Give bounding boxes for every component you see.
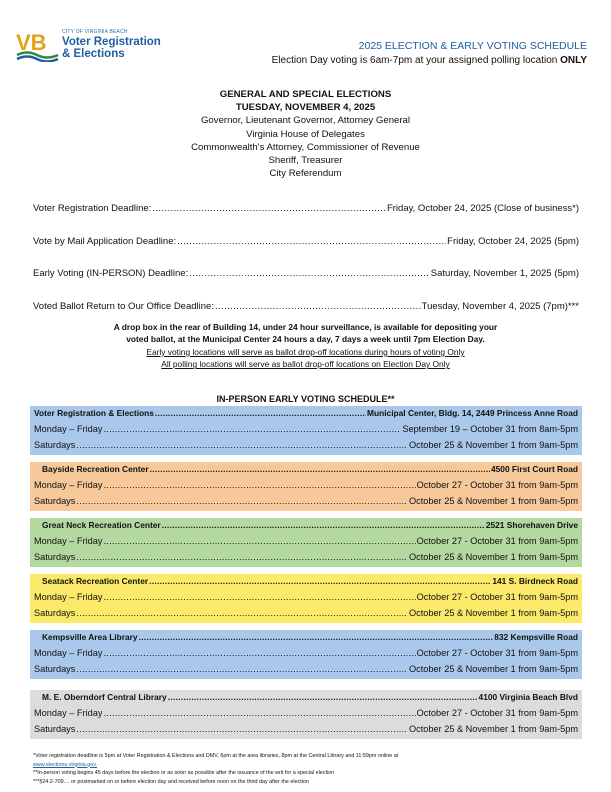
deadline-label: Voted Ballot Return to Our Office Deadline:: [33, 300, 214, 312]
election-info: [0, 88, 611, 180]
weekday-label: Monday – Friday: [34, 648, 103, 658]
location-block: [30, 574, 582, 623]
saturday-label: Saturdays: [34, 608, 76, 618]
location-address: 141 S. Birdneck Road: [492, 576, 578, 586]
saturday-row: [34, 606, 578, 621]
saturday-label: Saturdays: [34, 440, 76, 450]
deadline-label: Vote by Mail Application Deadline:: [33, 235, 177, 247]
saturday-hours: October 25 & November 1 from 9am-5pm: [408, 440, 578, 450]
saturday-hours: October 25 & November 1 from 9am-5pm: [408, 664, 578, 674]
deadline-label: Early Voting (IN-PERSON) Deadline:: [33, 268, 189, 279]
saturday-label: Saturdays: [34, 552, 76, 562]
dropbox-line: voted ballot, at the Municipal Center 24 hours a day, 7 days a week until 7pm Election Day.: [126, 334, 485, 345]
saturday-label: Saturdays: [34, 724, 76, 734]
deadline-row: [33, 203, 579, 215]
saturday-label: Saturdays: [34, 496, 76, 506]
logo-org-line2: & Elections: [62, 48, 125, 60]
dropbox-notice: [0, 321, 611, 371]
weekday-row: [34, 706, 578, 721]
deadline-row: [33, 268, 579, 280]
location-header: [42, 518, 578, 533]
dropbox-line: A drop box in the rear of Building 14, under 24 hour surveillance, is available for depositing your: [113, 322, 498, 332]
deadline-list: [33, 203, 579, 333]
location-name: Bayside Recreation Center: [42, 464, 149, 474]
location-block: [30, 406, 582, 455]
footnotes: [33, 752, 589, 786]
deadline-row: [33, 236, 579, 248]
elections-link[interactable]: www.elections.virginia.gov.: [33, 761, 98, 768]
footnote: ***§24.2-709.... or postmarked on or before election day and received before noon on the third day after the election: [33, 778, 309, 785]
saturday-hours: October 25 & November 1 from 9am-5pm: [408, 724, 578, 734]
weekday-label: Monday – Friday: [34, 424, 103, 434]
weekday-label: Monday – Friday: [34, 592, 103, 602]
location-address: 4100 Virginia Beach Blvd: [478, 692, 578, 702]
weekday-hours: September 19 – October 31 from 8am-5pm: [402, 424, 578, 434]
weekday-hours: October 27 - October 31 from 9am-5pm: [416, 536, 578, 546]
deadline-value: Friday, October 24, 2025 (Close of business*): [386, 203, 579, 214]
location-header: [42, 690, 578, 705]
location-address: 2521 Shorehaven Drive: [485, 520, 578, 530]
location-header: [42, 574, 578, 589]
weekday-hours: October 27 - October 31 from 9am-5pm: [416, 592, 578, 602]
subtitle-emphasis: ONLY: [560, 55, 587, 66]
subtitle-text: Election Day voting is 6am-7pm at your assigned polling location: [271, 55, 558, 66]
weekday-label: Monday – Friday: [34, 708, 103, 718]
deadline-value: Tuesday, November 4, 2025 (7pm)***: [421, 300, 579, 312]
deadline-row: [33, 301, 579, 313]
location-address: 4500 First Court Road: [490, 464, 578, 474]
document-title: 2025 ELECTION & EARLY VOTING SCHEDULE: [358, 40, 587, 52]
saturday-row: [34, 722, 578, 737]
location-name: Great Neck Recreation Center: [42, 520, 161, 530]
weekday-row: [34, 590, 578, 605]
saturday-row: [34, 494, 578, 509]
office-line: City Referendum: [269, 168, 342, 180]
weekday-row: [34, 422, 578, 437]
saturday-row: [34, 438, 578, 453]
weekday-row: [34, 534, 578, 549]
weekday-label: Monday – Friday: [34, 480, 103, 490]
logo-city: CITY OF VIRGINIA BEACH: [62, 29, 128, 35]
saturday-label: Saturdays: [34, 664, 76, 674]
weekday-label: Monday – Friday: [34, 536, 103, 546]
saturday-row: [34, 662, 578, 677]
location-header: [42, 462, 578, 477]
office-line: Commonwealth's Attorney, Commissioner of Revenue: [191, 141, 420, 153]
logo-org-line1: Voter Registration: [62, 36, 161, 48]
weekday-row: [34, 646, 578, 661]
saturday-hours: October 25 & November 1 from 9am-5pm: [408, 552, 578, 562]
weekday-hours: October 27 - October 31 from 9am-5pm: [416, 708, 578, 718]
deadline-label: Voter Registration Deadline:: [33, 203, 152, 214]
saturday-row: [34, 550, 578, 565]
office-line: Sheriff, Treasurer: [268, 155, 343, 167]
vb-logo-icon: [16, 28, 60, 62]
dropbox-line: Early voting locations will serve as ballot drop-off locations during hours of voting Only: [146, 346, 465, 357]
office-line: Virginia House of Delegates: [246, 128, 365, 140]
weekday-hours: October 27 - October 31 from 9am-5pm: [416, 648, 578, 658]
location-name: Kempsville Area Library: [42, 632, 138, 642]
office-line: Governor, Lieutenant Governor, Attorney General: [200, 115, 411, 127]
org-logo: [16, 28, 206, 62]
location-block: [30, 690, 582, 739]
footnote: *Voter registration deadline is 5pm at Voter Registration & Elections and DMV, 6pm at the area libraries, 8pm at the Central Library and 11:59pm online at: [33, 753, 399, 759]
location-block: [30, 630, 582, 679]
document-subtitle: [272, 55, 587, 66]
saturday-hours: October 25 & November 1 from 9am-5pm: [408, 608, 578, 618]
location-header: [34, 406, 578, 421]
location-block: [30, 462, 582, 511]
location-address: 832 Kempsville Road: [494, 632, 578, 642]
location-block: [30, 518, 582, 567]
location-address: Municipal Center, Bldg. 14, 2449 Princess Anne Road: [367, 408, 578, 418]
early-voting-title: IN-PERSON EARLY VOTING SCHEDULE**: [216, 394, 395, 404]
location-name: Voter Registration & Elections: [34, 408, 154, 418]
weekday-hours: October 27 - October 31 from 9am-5pm: [416, 480, 578, 490]
location-header: [42, 630, 578, 645]
deadline-value: Friday, October 24, 2025 (5pm): [447, 235, 579, 247]
location-name: M. E. Oberndorf Central Library: [42, 692, 167, 702]
logo-mark: VB: [16, 30, 47, 55]
footnote: **In-person voting begins 45 days before the election or as soon as possible after the issuance of the writ for a special election: [33, 770, 335, 777]
saturday-hours: October 25 & November 1 from 9am-5pm: [408, 496, 578, 506]
weekday-row: [34, 478, 578, 493]
election-heading: GENERAL AND SPECIAL ELECTIONS: [219, 89, 392, 100]
location-name: Seatack Recreation Center: [42, 576, 149, 586]
deadline-value: Saturday, November 1, 2025 (5pm): [430, 268, 579, 279]
dropbox-line: All polling locations will serve as ballot drop-off locations on Election Day Only: [161, 359, 450, 370]
election-date: TUESDAY, NOVEMBER 4, 2025: [235, 102, 376, 114]
